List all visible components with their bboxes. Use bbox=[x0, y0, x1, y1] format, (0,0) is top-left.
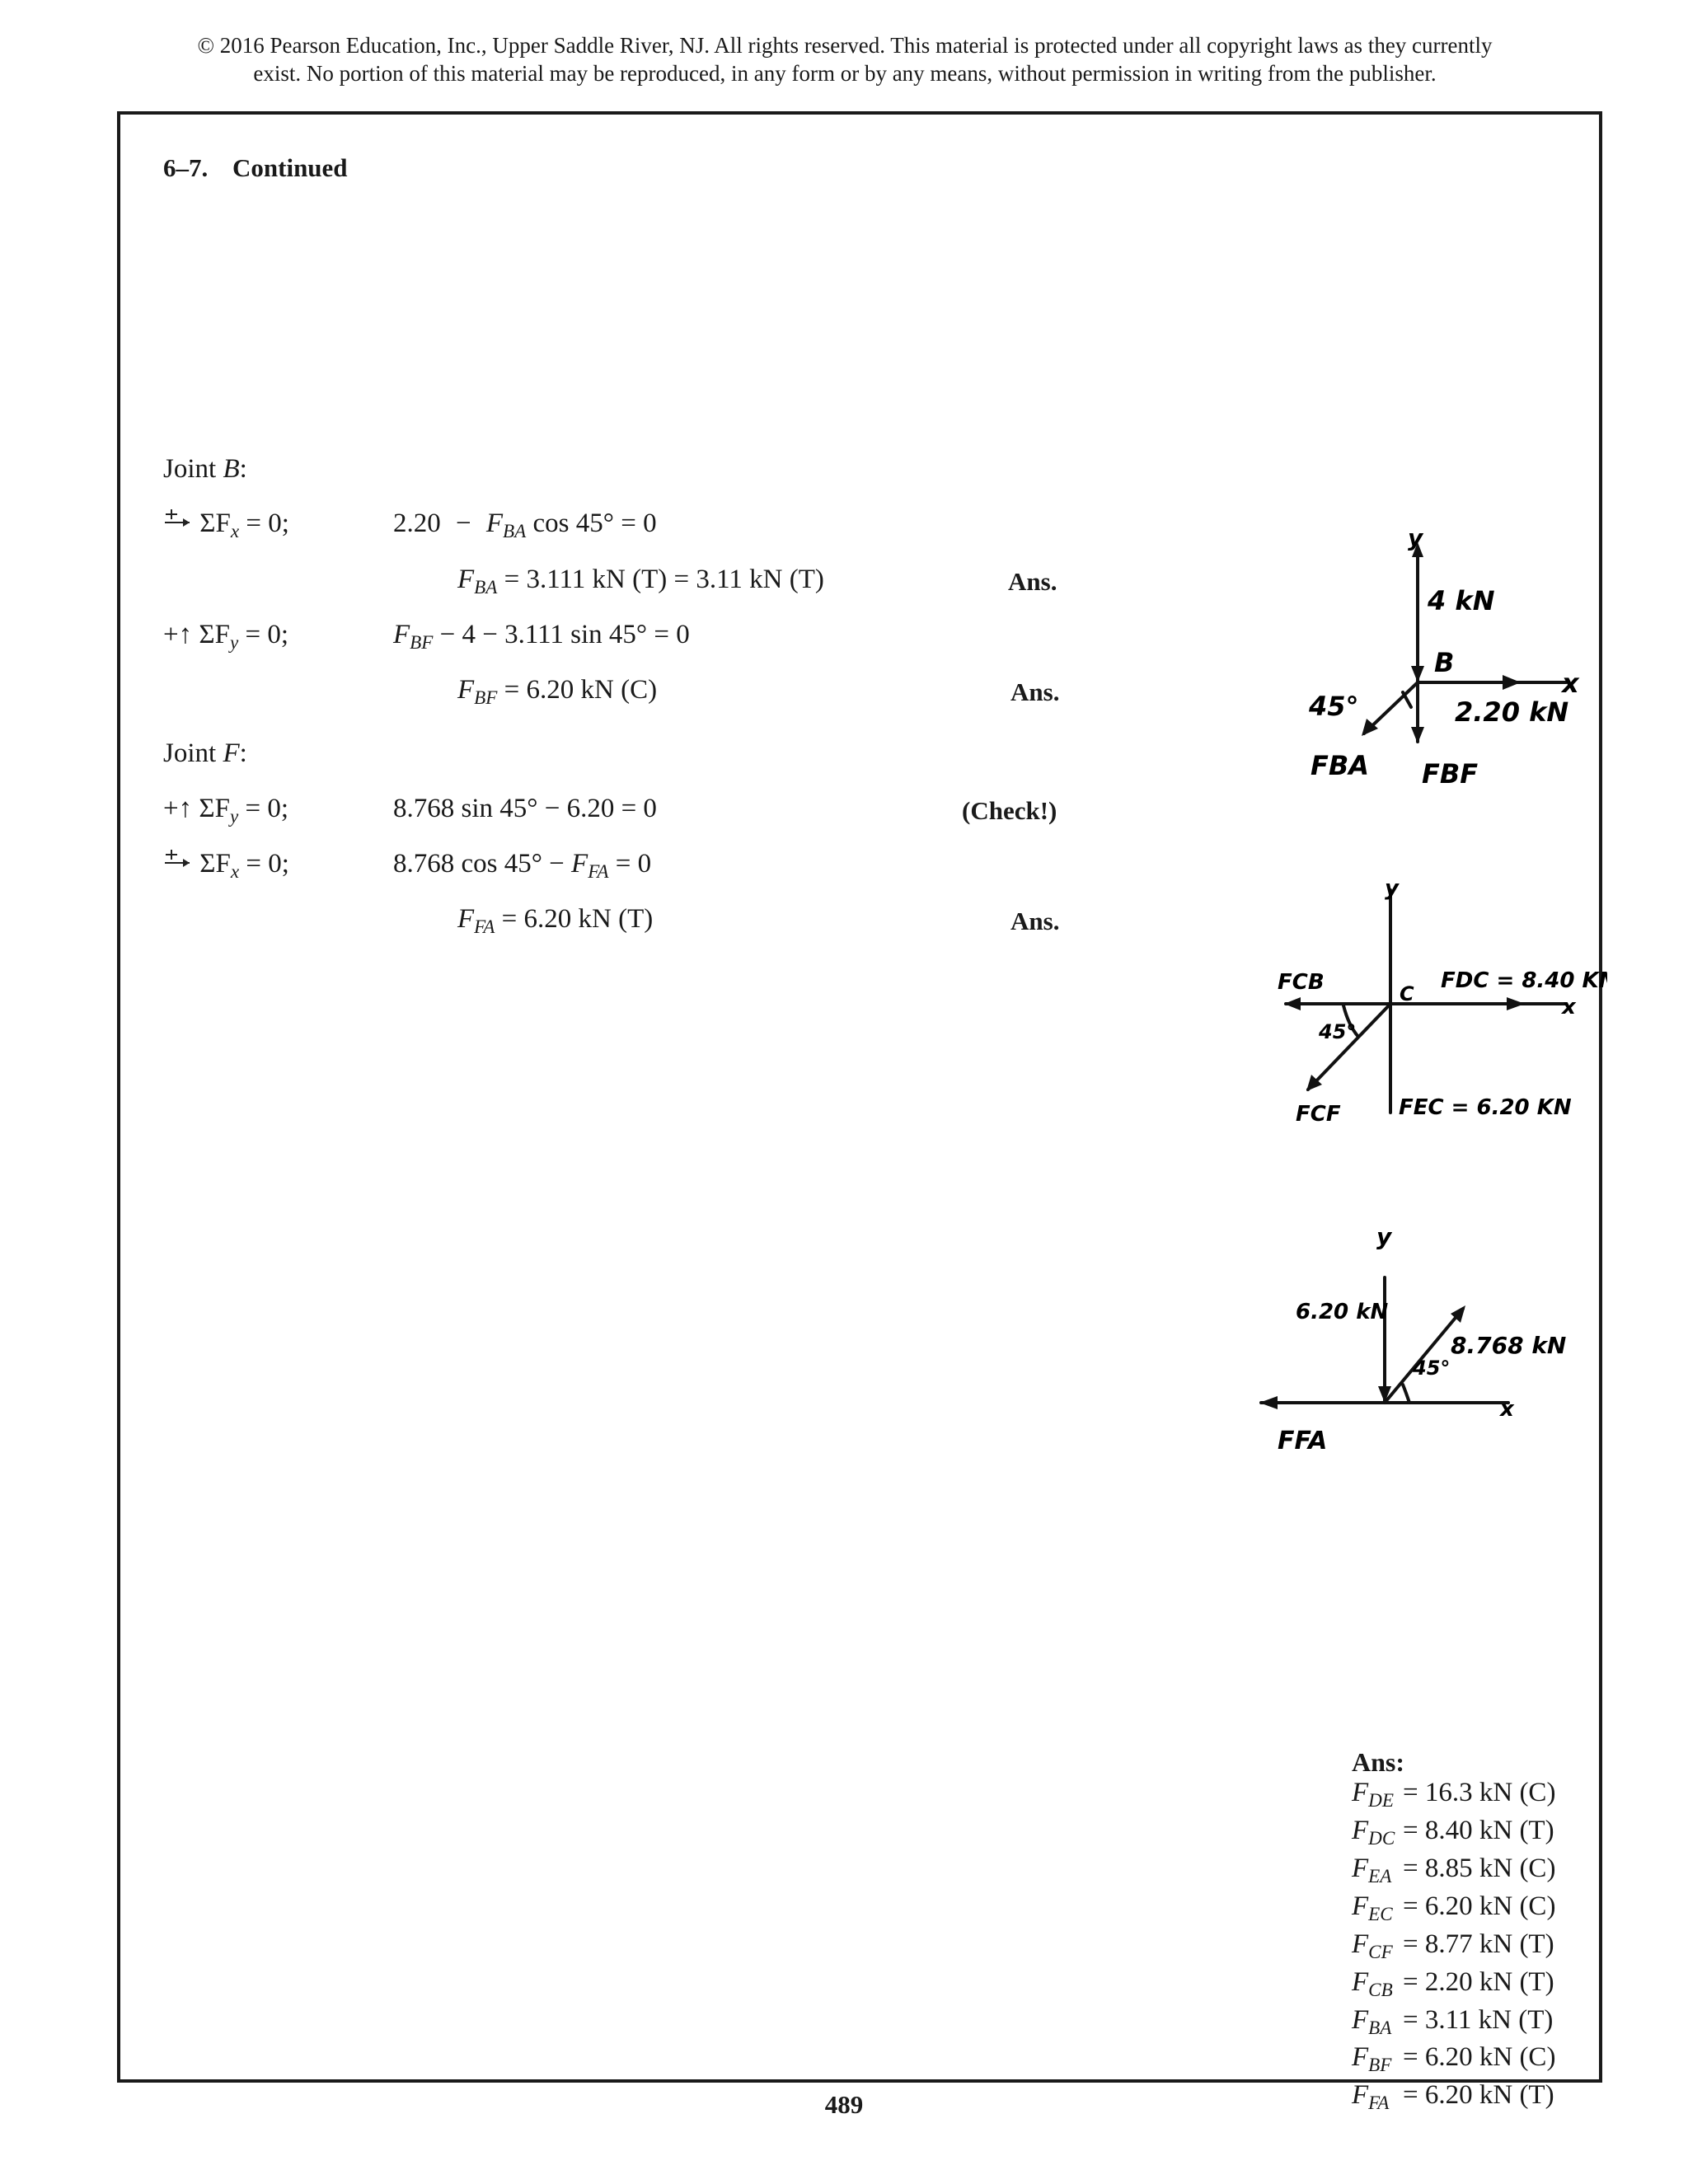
summary-sub: DE bbox=[1368, 1788, 1394, 1811]
eq-variable: F bbox=[457, 565, 475, 594]
sum-subscript: y bbox=[229, 630, 239, 653]
summary-value: = 8.40 kN (T) bbox=[1403, 1815, 1554, 1845]
axis-y-label: y bbox=[1408, 527, 1423, 551]
summary-var: F bbox=[1352, 1815, 1369, 1845]
angle-label: 45° bbox=[1319, 1020, 1357, 1043]
eq-term: = 0 bbox=[615, 849, 652, 879]
summary-value: = 6.20 kN (T) bbox=[1403, 2080, 1554, 2111]
axis-y-label: y bbox=[1376, 1223, 1392, 1250]
eq-term: − 4 − 3.111 sin 45° = 0 bbox=[439, 620, 690, 649]
sum-equals: = 0; bbox=[245, 794, 288, 823]
joint-b-heading bbox=[163, 454, 247, 485]
joint-letter: F bbox=[223, 738, 240, 768]
problem-heading bbox=[163, 153, 348, 183]
summary-var: F bbox=[1352, 1966, 1369, 1997]
copyright-line-2: exist. No portion of this material may be reproduced, in any form or by any means, without permission in writing from the publisher. bbox=[253, 61, 1437, 86]
eq-variable-sub: BA bbox=[503, 519, 527, 541]
sum-equals: = 0; bbox=[246, 509, 289, 538]
summary-value: = 6.20 kN (C) bbox=[1403, 1891, 1556, 1921]
summary-item bbox=[1352, 2005, 1555, 2043]
force-label: FEC = 6.20 KN bbox=[1399, 1095, 1572, 1120]
summary-value: = 8.85 kN (C) bbox=[1403, 1853, 1556, 1883]
eq-variable-sub: BF bbox=[410, 630, 434, 653]
sum-subscript: x bbox=[230, 519, 240, 541]
eq-variable-sub: FA bbox=[474, 915, 495, 937]
axis-x-label: x bbox=[1500, 1397, 1514, 1422]
eq-variable: F bbox=[485, 509, 504, 538]
summary-sub: EA bbox=[1368, 1864, 1392, 1886]
summary-var: F bbox=[1352, 1778, 1369, 1807]
up-arrow-icon: ↑ bbox=[178, 794, 193, 823]
summary-var: F bbox=[1352, 1929, 1369, 1959]
copyright-notice bbox=[124, 31, 1566, 87]
angle-label: 45° bbox=[1413, 1357, 1451, 1380]
joint-f-sum-fx bbox=[163, 849, 289, 883]
problem-title: Continued bbox=[232, 153, 348, 182]
plus-right-arrow-icon bbox=[163, 847, 193, 875]
summary-value: = 8.77 kN (T) bbox=[1403, 1929, 1554, 1959]
axis-x-label: x bbox=[1562, 995, 1576, 1019]
summary-heading: Ans: bbox=[1352, 1747, 1405, 1777]
sum-equals: = 0; bbox=[246, 849, 289, 879]
joint-b-sum-fx bbox=[163, 509, 289, 542]
fbd-joint-f bbox=[1245, 1212, 1591, 1463]
page-number: 489 bbox=[824, 2090, 864, 2119]
angle-label: 45° bbox=[1309, 691, 1359, 722]
answer-label: Ans. bbox=[1010, 907, 1060, 935]
joint-b-eq2 bbox=[393, 620, 690, 654]
plus-sign: + bbox=[163, 794, 179, 823]
summary-sub: CF bbox=[1368, 1940, 1393, 1962]
sum-subscript: x bbox=[230, 860, 240, 882]
answer-label: Ans. bbox=[1010, 677, 1060, 706]
load-label: 4 kN bbox=[1428, 585, 1495, 616]
joint-letter: B bbox=[223, 454, 240, 484]
summary-item bbox=[1352, 1854, 1555, 1891]
force-label: FBA bbox=[1311, 750, 1370, 781]
fbd-joint-c bbox=[1261, 874, 1607, 1150]
joint-b-result-fba bbox=[457, 565, 824, 598]
summary-sub: CB bbox=[1368, 1978, 1393, 2000]
eq-term: 2.20 bbox=[393, 509, 441, 538]
force-label: 8.768 kN bbox=[1451, 1332, 1567, 1359]
joint-colon: : bbox=[239, 738, 247, 768]
force-label: FDC = 8.40 KN bbox=[1441, 968, 1607, 993]
joint-label-text: Joint bbox=[163, 454, 217, 484]
eq-variable: F bbox=[393, 620, 410, 649]
summary-sub: BF bbox=[1368, 2054, 1392, 2076]
check-label: (Check!) bbox=[962, 796, 1057, 825]
summary-value: = 3.11 kN (T) bbox=[1403, 2004, 1554, 2035]
eq-variable: F bbox=[571, 849, 588, 879]
force-label: FCB bbox=[1278, 970, 1325, 995]
force-label: FBF bbox=[1422, 758, 1479, 790]
joint-b-result-fbf bbox=[457, 675, 657, 709]
sum-subscript: y bbox=[229, 804, 239, 827]
axis-x-label: x bbox=[1562, 668, 1579, 699]
summary-item bbox=[1352, 1891, 1555, 1929]
force-label: FFA bbox=[1278, 1427, 1328, 1455]
summary-sub: FA bbox=[1368, 2092, 1390, 2114]
load-label: 6.20 kN bbox=[1296, 1300, 1389, 1324]
joint-label: C bbox=[1400, 982, 1414, 1005]
eq-variable: F bbox=[457, 904, 475, 934]
summary-value: = 6.20 kN (C) bbox=[1403, 2042, 1556, 2073]
joint-f-heading bbox=[163, 738, 247, 769]
summary-item bbox=[1352, 1967, 1555, 2005]
eq-term: cos 45° = 0 bbox=[532, 509, 657, 538]
summary-item bbox=[1352, 1816, 1555, 1854]
joint-label: B bbox=[1434, 647, 1455, 678]
summary-var: F bbox=[1352, 1891, 1369, 1921]
joint-label-text: Joint bbox=[163, 738, 217, 768]
summary-var: F bbox=[1352, 2042, 1369, 2073]
eq-variable-sub: BF bbox=[474, 686, 498, 708]
summary-item bbox=[1352, 1778, 1555, 1816]
summary-var: F bbox=[1352, 2080, 1369, 2111]
summary-sub: DC bbox=[1368, 1826, 1395, 1849]
force-label: 2.20 kN bbox=[1455, 696, 1569, 728]
axis-y-label: y bbox=[1385, 876, 1399, 901]
summary-item bbox=[1352, 2042, 1555, 2080]
joint-b-sum-fy bbox=[163, 620, 288, 654]
joint-f-eq1: 8.768 sin 45° − 6.20 = 0 bbox=[393, 794, 657, 823]
summary-value: = 16.3 kN (C) bbox=[1403, 1778, 1556, 1807]
sum-symbol: ΣF bbox=[199, 794, 230, 823]
summary-value: = 2.20 kN (T) bbox=[1403, 1966, 1554, 1997]
plus-right-arrow-icon bbox=[163, 507, 193, 535]
eq-variable: F bbox=[457, 675, 475, 705]
joint-f-sum-fy bbox=[163, 794, 288, 827]
summary-item bbox=[1352, 1929, 1555, 1967]
joint-colon: : bbox=[239, 454, 247, 484]
summary-sub: EC bbox=[1368, 1902, 1393, 1924]
force-label: FCF bbox=[1296, 1102, 1341, 1127]
eq-variable-sub: FA bbox=[588, 860, 609, 882]
eq-result: = 6.20 kN (C) bbox=[504, 675, 658, 705]
summary-sub: BA bbox=[1368, 2016, 1392, 2038]
summary-var: F bbox=[1352, 1853, 1369, 1883]
sum-symbol: ΣF bbox=[199, 849, 231, 879]
copyright-line-1: © 2016 Pearson Education, Inc., Upper Saddle River, NJ. All rights reserved. This material is protected under all copyright laws as they currently bbox=[197, 33, 1493, 58]
eq-variable-sub: BA bbox=[474, 575, 498, 598]
joint-f-result-ffa bbox=[457, 904, 653, 938]
eq-result: = 6.20 kN (T) bbox=[501, 904, 654, 934]
sum-symbol: ΣF bbox=[199, 620, 230, 649]
up-arrow-icon: ↑ bbox=[178, 620, 193, 649]
summary-var: F bbox=[1352, 2004, 1369, 2035]
eq-result: = 3.111 kN (T) = 3.11 kN (T) bbox=[504, 565, 824, 594]
plus-sign: + bbox=[163, 620, 179, 649]
problem-number: 6–7. bbox=[163, 153, 209, 182]
fbd-joint-b bbox=[1286, 527, 1591, 812]
joint-f-eq2 bbox=[393, 849, 651, 883]
sum-symbol: ΣF bbox=[199, 509, 231, 538]
eq-term: 8.768 cos 45° − bbox=[393, 849, 565, 879]
eq-operator: − bbox=[456, 509, 471, 538]
answer-summary bbox=[1352, 1747, 1555, 2118]
sum-equals: = 0; bbox=[245, 620, 288, 649]
joint-b-eq1 bbox=[393, 509, 657, 542]
answer-label: Ans. bbox=[1008, 567, 1057, 596]
